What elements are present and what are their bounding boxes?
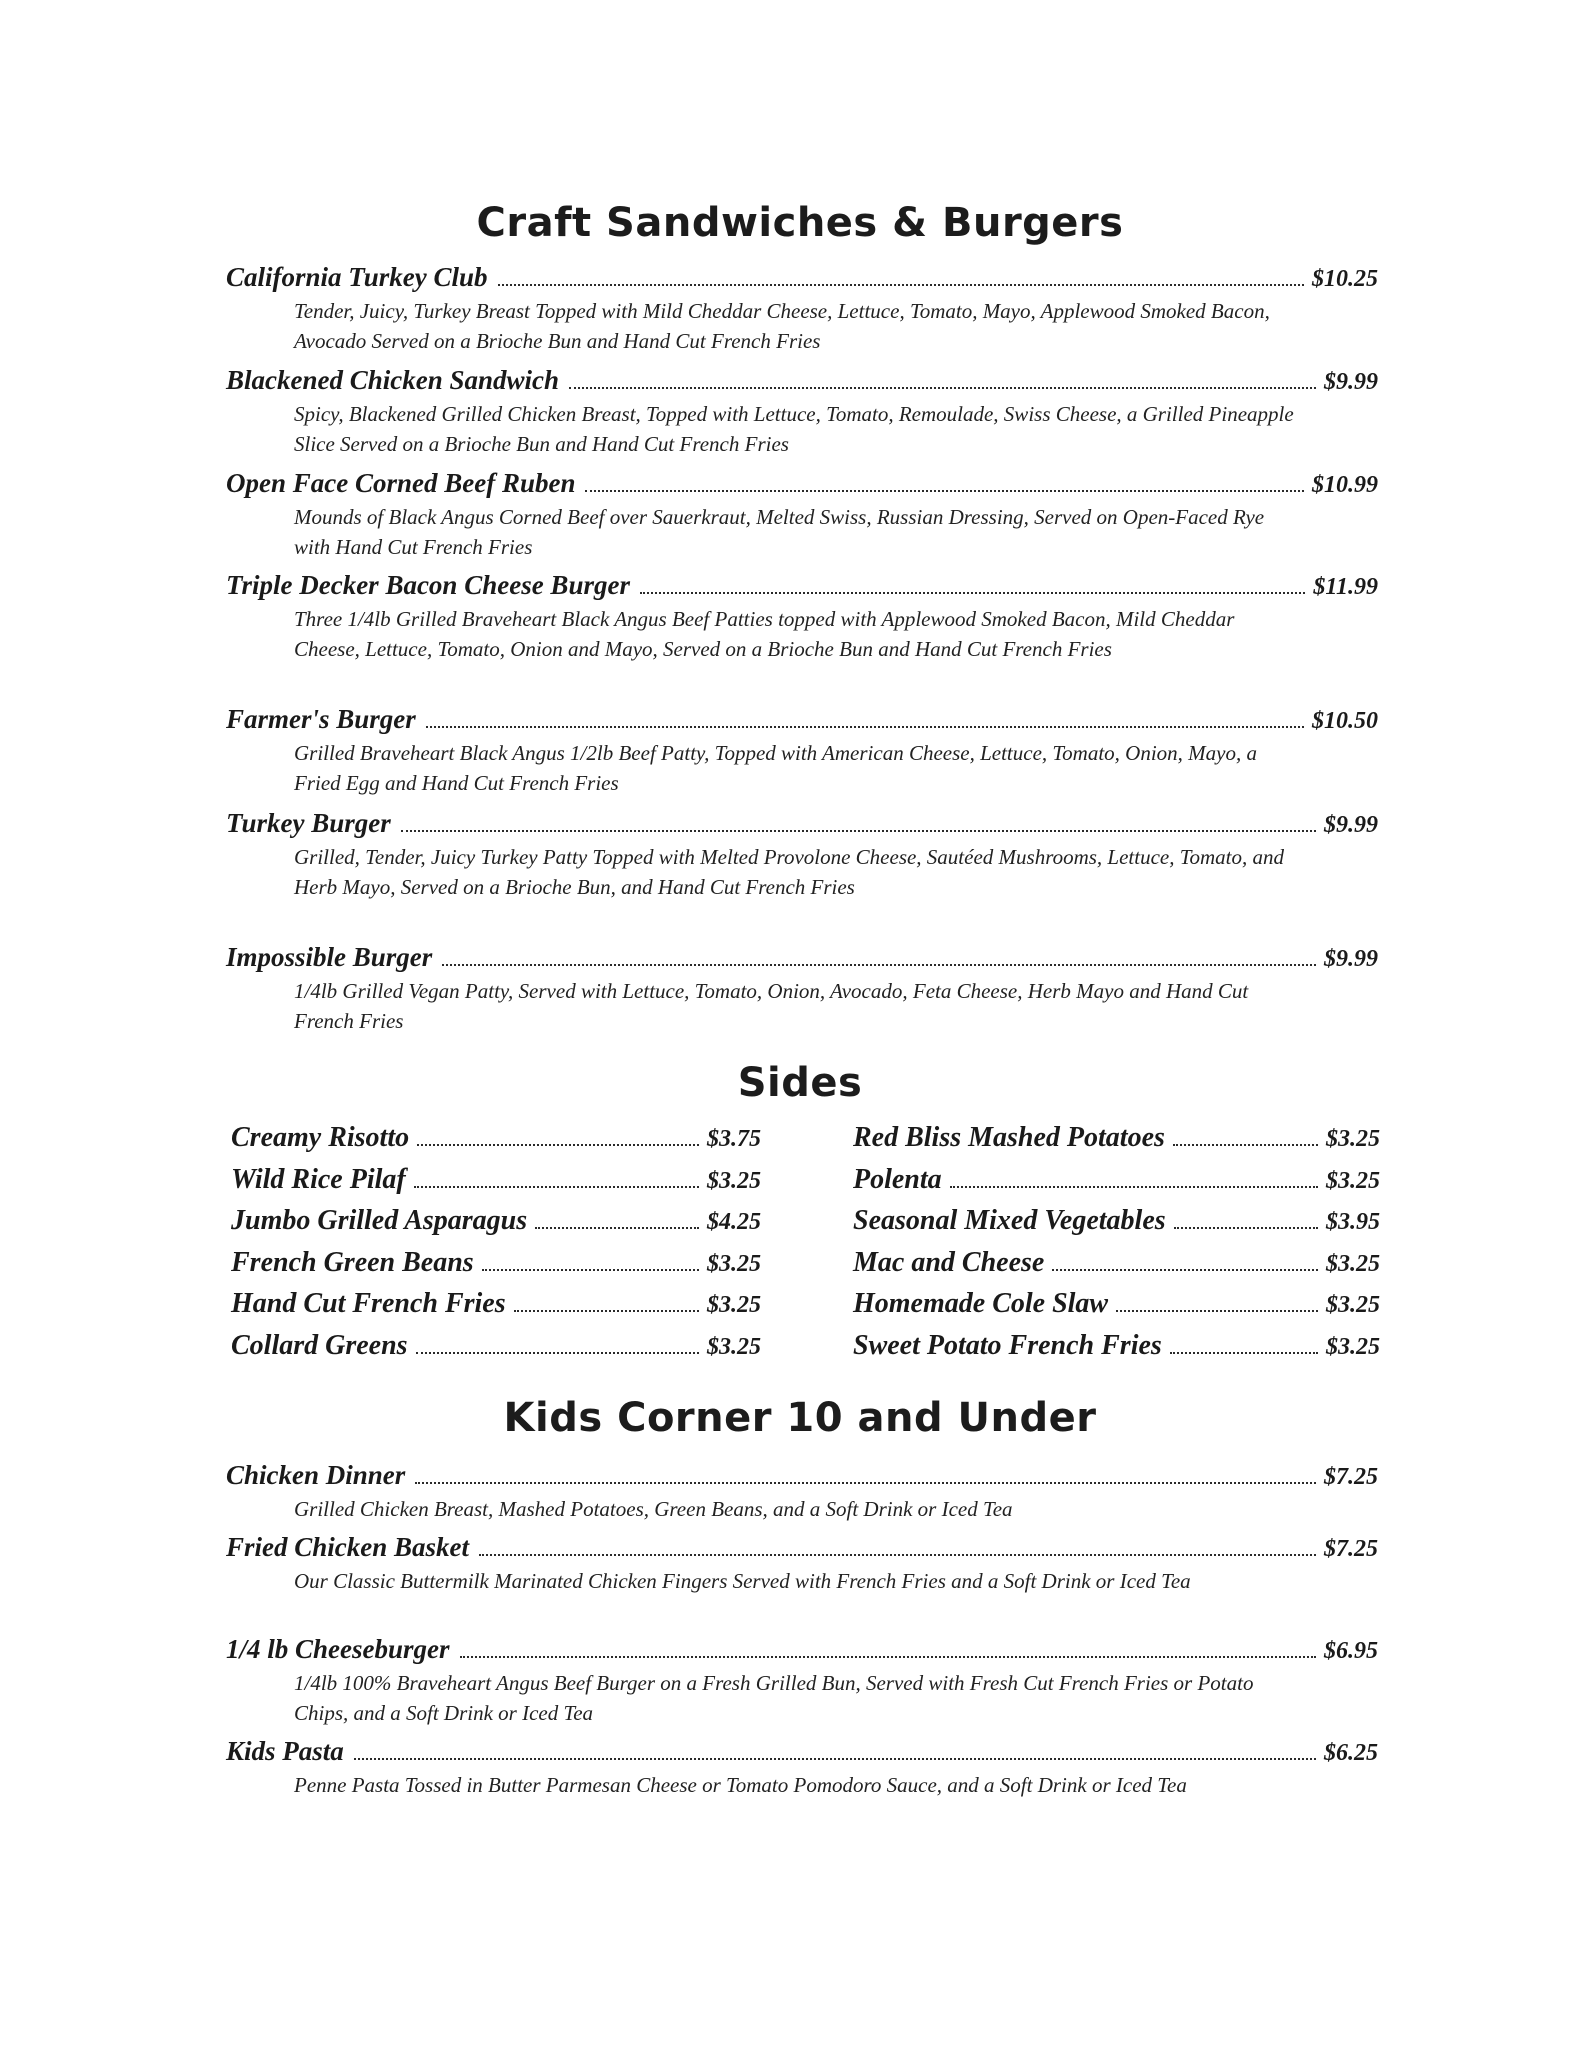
side-item [853, 1164, 1380, 1206]
item-description: 1/4lb 100% Braveheart Angus Beef Burger on a Fresh Grilled Bun, Served with Fresh Cut French Fries or Potato Chips, and a Soft Drink or Iced Tea [294, 1671, 1254, 1725]
side-name: Red Bliss Mashed Potatoes [853, 1122, 1165, 1153]
side-price: $3.25 [707, 1333, 761, 1360]
side-name: Hand Cut French Fries [231, 1288, 506, 1319]
side-item [231, 1247, 761, 1289]
item-description: Three 1/4lb Grilled Braveheart Black Angus Beef Patties topped with Applewood Smoked Bacon, Mild Cheddar Cheese, Lettuce, Tomato, Onion and Mayo, Served on a Brioche Bun and Hand Cut French Fries [294, 607, 1235, 661]
side-price: $3.25 [1326, 1333, 1380, 1360]
dot-leader [415, 1482, 1316, 1484]
item-description: Our Classic Buttermilk Marinated Chicken Fingers Served with French Fries and a Soft Drink or Iced Tea [294, 1569, 1191, 1593]
section-title-kids: Kids Corner 10 and Under [503, 1395, 1097, 1441]
menu-item [226, 1460, 1378, 1524]
section-title-sides: Sides [737, 1060, 863, 1106]
dot-leader [535, 1227, 699, 1229]
dot-leader [417, 1144, 699, 1146]
item-price: $10.50 [1312, 708, 1378, 734]
sides-left-column [231, 1122, 761, 1371]
side-item [853, 1288, 1380, 1330]
side-price: $3.25 [707, 1167, 761, 1194]
dot-leader [401, 830, 1316, 832]
item-name: Turkey Burger [226, 808, 391, 838]
dot-leader [426, 726, 1304, 728]
side-name: Sweet Potato French Fries [853, 1329, 1162, 1361]
item-name: Open Face Corned Beef Ruben [226, 468, 576, 498]
item-name: 1/4 lb Cheeseburger [226, 1634, 450, 1664]
side-price: $4.25 [707, 1209, 761, 1235]
side-name: French Green Beans [231, 1246, 474, 1278]
dot-leader [569, 387, 1316, 389]
side-item [231, 1122, 761, 1164]
item-price: $10.25 [1312, 266, 1378, 292]
dot-leader [514, 1310, 699, 1312]
item-name: California Turkey Club [226, 262, 488, 292]
side-name: Polenta [853, 1163, 942, 1195]
item-price: $10.99 [1312, 472, 1378, 498]
sides-right-column [853, 1122, 1380, 1371]
item-name: Triple Decker Bacon Cheese Burger [226, 570, 630, 600]
side-name: Jumbo Grilled Asparagus [231, 1205, 528, 1236]
dot-leader [416, 1352, 699, 1354]
menu-item [226, 808, 1378, 902]
side-price: $3.25 [1326, 1167, 1380, 1194]
side-price: $3.95 [1326, 1209, 1380, 1235]
item-description: Spicy, Blackened Grilled Chicken Breast, Topped with Lettuce, Tomato, Remoulade, Swiss Cheese, a Grilled Pineapple Slice Served on a Brioche Bun and Hand Cut French Fries [294, 402, 1294, 456]
side-name: Homemade Cole Slaw [853, 1288, 1109, 1319]
side-price: $3.25 [1326, 1126, 1380, 1152]
side-name: Seasonal Mixed Vegetables [853, 1205, 1166, 1236]
side-item [853, 1205, 1380, 1247]
menu-item [226, 942, 1378, 1036]
dot-leader [950, 1186, 1318, 1188]
dot-leader [414, 1186, 699, 1188]
dot-leader [640, 592, 1305, 594]
side-name: Creamy Risotto [231, 1122, 410, 1153]
menu-item [226, 1532, 1378, 1596]
item-name: Impossible Burger [226, 942, 433, 972]
dot-leader [1170, 1352, 1318, 1354]
side-item [853, 1247, 1380, 1289]
side-item [853, 1330, 1380, 1372]
side-price: $3.25 [1326, 1292, 1380, 1318]
item-name: Farmer's Burger [226, 704, 416, 734]
menu-item [226, 570, 1378, 664]
dot-leader [354, 1758, 1316, 1760]
dot-leader [479, 1554, 1316, 1556]
side-item [231, 1205, 761, 1247]
side-item [853, 1122, 1380, 1164]
dot-leader [482, 1269, 699, 1271]
side-name: Wild Rice Pilaf [231, 1163, 406, 1195]
menu-item [226, 1634, 1378, 1728]
item-description: Mounds of Black Angus Corned Beef over Sauerkraut, Melted Swiss, Russian Dressing, Served on Open-Faced Rye with Hand Cut French Fries [294, 505, 1265, 559]
dot-leader [1116, 1310, 1318, 1312]
item-name: Chicken Dinner [226, 1460, 406, 1490]
item-price: $11.99 [1313, 574, 1378, 600]
side-price: $3.75 [707, 1126, 761, 1152]
menu-item [226, 704, 1378, 798]
item-price: $6.95 [1324, 1638, 1378, 1664]
item-description: Penne Pasta Tossed in Butter Parmesan Cheese or Tomato Pomodoro Sauce, and a Soft Drink or Iced Tea [294, 1773, 1187, 1797]
dot-leader [1173, 1144, 1318, 1146]
side-name: Collard Greens [231, 1329, 408, 1361]
side-price: $3.25 [707, 1292, 761, 1318]
menu-item [226, 365, 1378, 459]
side-name: Mac and Cheese [853, 1246, 1045, 1278]
item-price: $7.25 [1324, 1536, 1378, 1562]
menu-item [226, 1736, 1378, 1800]
section-title-craft: Craft Sandwiches & Burgers [476, 200, 1124, 246]
item-price: $6.25 [1324, 1740, 1378, 1766]
item-price: $9.99 [1324, 812, 1378, 838]
dot-leader [442, 964, 1316, 966]
dot-leader [460, 1656, 1316, 1658]
side-price: $3.25 [1326, 1250, 1380, 1277]
menu-item [226, 262, 1378, 356]
side-item [231, 1164, 761, 1206]
item-description: Tender, Juicy, Turkey Breast Topped with Mild Cheddar Cheese, Lettuce, Tomato, Mayo, Applewood Smoked Bacon, Avocado Served on a Brioche Bun and Hand Cut French Fries [294, 299, 1270, 353]
menu-item [226, 468, 1378, 562]
item-description: Grilled Braveheart Black Angus 1/2lb Beef Patty, Topped with American Cheese, Lettuce, Tomato, Onion, Mayo, a Fried Egg and Hand Cut French Fries [294, 741, 1257, 795]
item-price: $9.99 [1324, 946, 1378, 972]
item-name: Blackened Chicken Sandwich [226, 365, 560, 395]
dot-leader [585, 490, 1304, 492]
side-price: $3.25 [707, 1250, 761, 1277]
side-item [231, 1288, 761, 1330]
item-description: Grilled, Tender, Juicy Turkey Patty Topped with Melted Provolone Cheese, Sautéed Mushrooms, Lettuce, Tomato, and Herb Mayo, Served on a Brioche Bun, and Hand Cut French Fries [294, 845, 1284, 899]
dot-leader [498, 284, 1304, 286]
item-price: $9.99 [1324, 369, 1378, 395]
item-description: 1/4lb Grilled Vegan Patty, Served with Lettuce, Tomato, Onion, Avocado, Feta Cheese, Herb Mayo and Hand Cut French Fries [294, 979, 1249, 1033]
side-item [231, 1330, 761, 1372]
item-price: $7.25 [1324, 1464, 1378, 1490]
item-name: Fried Chicken Basket [226, 1532, 470, 1562]
item-name: Kids Pasta [226, 1736, 344, 1766]
item-description: Grilled Chicken Breast, Mashed Potatoes, Green Beans, and a Soft Drink or Iced Tea [294, 1497, 1013, 1521]
dot-leader [1174, 1227, 1318, 1229]
dot-leader [1052, 1269, 1318, 1271]
